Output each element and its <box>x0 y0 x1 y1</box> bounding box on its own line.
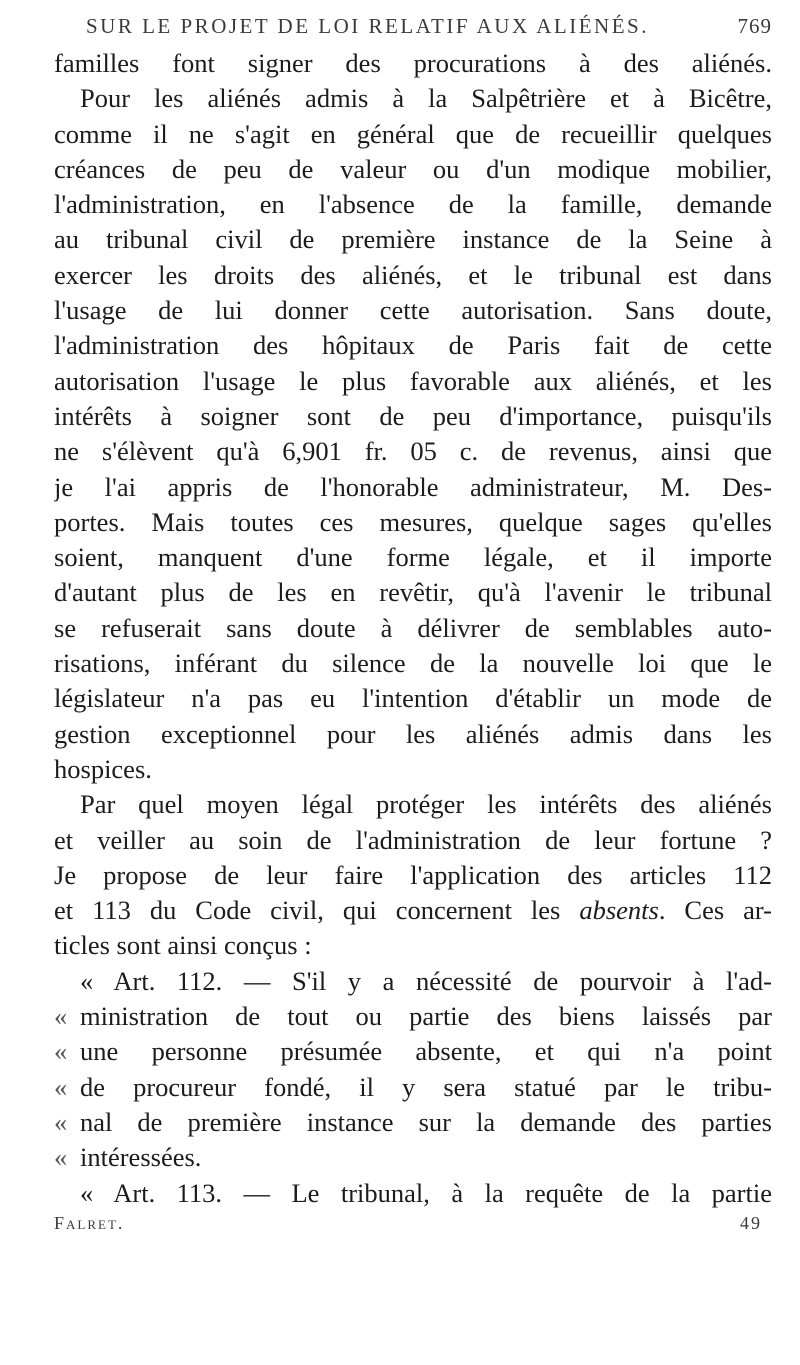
signature-footer <box>54 1211 772 1241</box>
text-line: portes. Mais toutes ces mesures, quelque sages qu'elles <box>54 506 772 537</box>
text-line: intérêts à soigner sont de peu d'importance, puisqu'ils <box>54 400 772 431</box>
text-line: familles font signer des procurations à des aliénés. <box>54 48 772 78</box>
quote-mark: « <box>54 1036 68 1067</box>
text-line: gestion exceptionnel pour les aliénés admis dans les <box>54 718 772 749</box>
text-segment: et 113 du Code civil, qui concernent les <box>54 895 561 926</box>
text-line: Par quel moyen légal protéger les intérêts des aliénés <box>80 789 772 820</box>
page <box>54 10 772 1241</box>
text-line: comme il ne s'agit en général que de recueillir quelques <box>54 118 772 149</box>
text-line: au tribunal civil de première instance de la Seine à <box>54 224 772 255</box>
text-line: soient, manquent d'une forme légale, et il importe <box>54 542 772 573</box>
text-line: ne s'élèvent qu'à 6,901 fr. 05 c. de revenus, ainsi que <box>54 436 772 467</box>
quote-text: intéressées. <box>80 1142 202 1173</box>
quote-line <box>54 1034 772 1069</box>
text-line: exercer les droits des aliénés, et le tribunal est dans <box>54 259 772 290</box>
text-line: législateur n'a pas eu l'intention d'établir un mode de <box>54 683 772 714</box>
running-header <box>54 10 772 46</box>
printer-signature: Falret. <box>54 1212 125 1233</box>
text-line: risations, inférant du silence de la nouvelle loi que le <box>54 648 772 679</box>
text-line: autorisation l'usage le plus favorable aux aliénés, et les <box>54 365 772 396</box>
text-line: et veiller au soin de l'administration de leur fortune ? <box>54 824 772 855</box>
text-line: ticles sont ainsi conçus : <box>54 930 312 961</box>
quote-mark: « <box>54 1001 68 1032</box>
signature-number: 49 <box>740 1212 762 1233</box>
text-line: se refuserait sans doute à délivrer de semblables auto- <box>54 612 772 643</box>
body-text <box>54 46 772 1211</box>
quote-line <box>54 1105 772 1140</box>
text-line: d'autant plus de les en revêtir, qu'à l'avenir le tribunal <box>54 577 772 608</box>
text-line-with-emphasis <box>54 893 772 928</box>
text-line: je l'ai appris de l'honorable administrateur, M. Des- <box>54 471 772 502</box>
quote-text: nal de première instance sur la demande des parties <box>80 1106 772 1137</box>
quote-mark: « <box>54 1071 68 1102</box>
quote-text: de procureur fondé, il y sera statué par le tribu- <box>80 1071 772 1102</box>
running-title: SUR LE PROJET DE LOI RELATIF AUX ALIÉNÉS. <box>86 14 649 38</box>
quote-line <box>54 1140 772 1175</box>
text-line: créances de peu de valeur ou d'un modique mobilier, <box>54 153 772 184</box>
quote-text: ministration de tout ou partie des biens laissés par <box>80 1001 772 1032</box>
quote-line: « Art. 112. — S'il y a nécessité de pourvoir à l'ad- <box>80 965 772 996</box>
emphasis-absents: absents <box>579 895 659 926</box>
text-line: l'administration des hôpitaux de Paris fait de cette <box>54 330 772 361</box>
quote-line: « Art. 113. — Le tribunal, à la requête de la partie <box>80 1177 772 1208</box>
text-line: Pour les aliénés admis à la Salpêtrière et à Bicêtre, <box>80 83 772 114</box>
quote-mark: « <box>54 1142 68 1173</box>
quote-line <box>54 1070 772 1105</box>
text-line: Je propose de leur faire l'application des articles 112 <box>54 859 772 890</box>
quote-text: une personne présumée absente, et qui n'a point <box>80 1036 772 1067</box>
text-line: l'usage de lui donner cette autorisation. Sans doute, <box>54 295 772 326</box>
text-segment: . Ces ar- <box>658 895 772 926</box>
page-number: 769 <box>737 14 772 38</box>
text-line: hospices. <box>54 753 152 784</box>
quote-line <box>54 999 772 1034</box>
quote-mark: « <box>54 1106 68 1137</box>
text-line: l'administration, en l'absence de la famille, demande <box>54 189 772 220</box>
